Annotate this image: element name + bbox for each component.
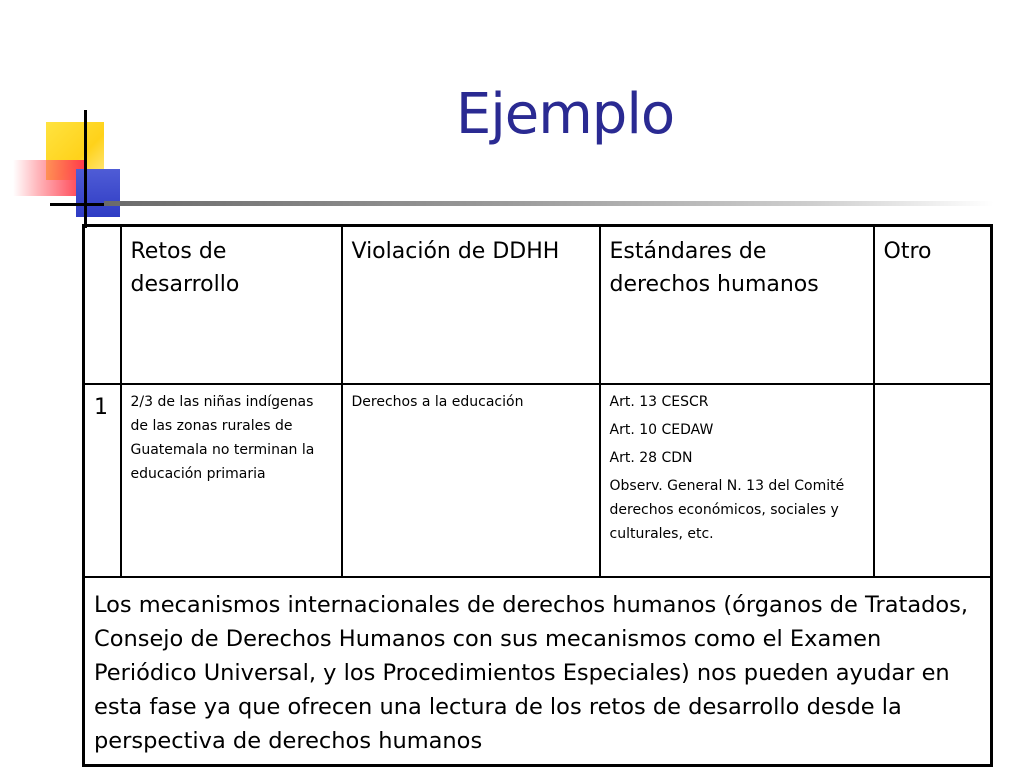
row-number: 1: [84, 384, 121, 577]
header-cell-retos: Retos de desarrollo: [121, 226, 342, 385]
table-row: [84, 384, 992, 577]
table-header-row: [84, 226, 992, 385]
example-table: [82, 224, 993, 767]
standard-item: Art. 28 CDN: [609, 450, 693, 466]
standard-item: Art. 13 CESCR: [609, 394, 709, 410]
cell-estandares: [600, 384, 874, 577]
cell-reto: 2/3 de las niñas indígenas de las zonas rurales de Guatemala no terminan la educación primaria: [121, 384, 342, 577]
note-text: Los mecanismos internacionales de derechos humanos (órganos de Tratados, Consejo de Derechos Humanos con sus mecanismos como el Examen Periódico Universal, y los Procedimientos Especiales) nos pueden ayudar en esta fase ya que ofrecen una lectura de los retos de desarrollo desde la perspectiva de derechos humanos: [84, 577, 992, 766]
cell-otro: [874, 384, 992, 577]
header-cell-estandares: Estándares de derechos humanos: [600, 226, 874, 385]
header-cell-violacion: Violación de DDHH: [342, 226, 600, 385]
cell-violacion: Derechos a la educación: [342, 384, 600, 577]
standard-item: Observ. General N. 13 del Comité derechos económicos, sociales y culturales, etc.: [609, 478, 845, 542]
title-underline: [104, 201, 994, 206]
header-cell-index: [84, 226, 121, 385]
decor-blue-square: [76, 169, 120, 217]
decor-red-square: [13, 160, 85, 196]
standard-item: Art. 10 CEDAW: [609, 422, 714, 438]
header-cell-otro: Otro: [874, 226, 992, 385]
table-note-row: [84, 577, 992, 766]
slide-title: Ejemplo: [455, 82, 675, 147]
